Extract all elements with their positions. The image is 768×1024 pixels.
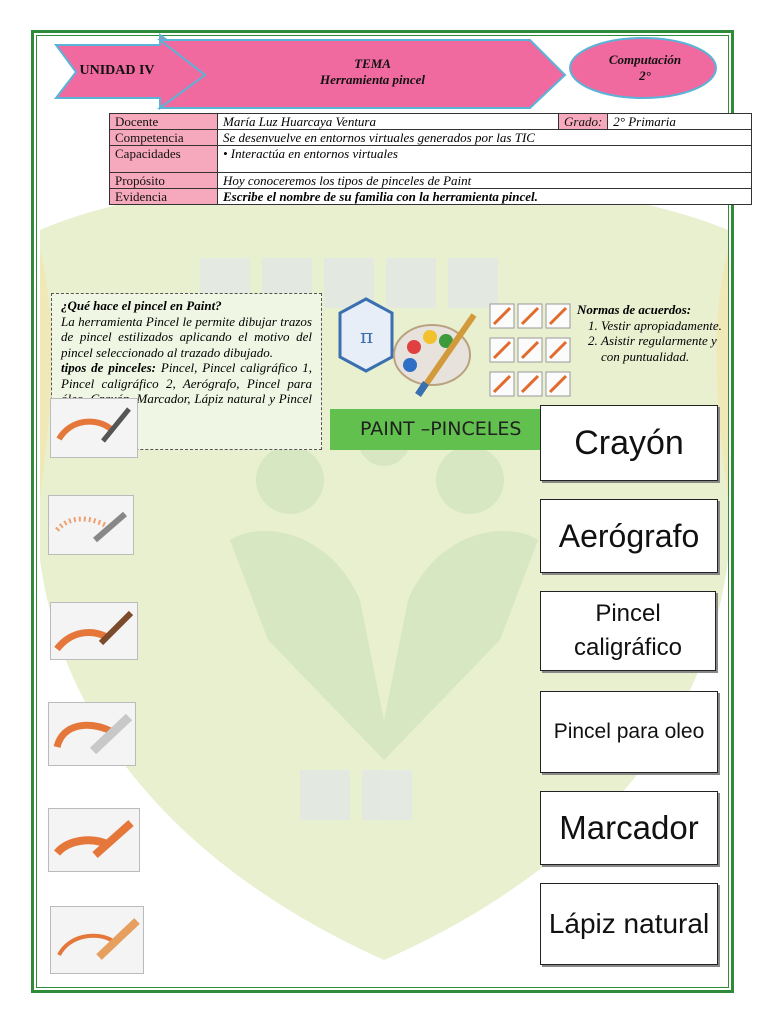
proposito-value: Hoy conoceremos los tipos de pinceles de Paint bbox=[218, 173, 752, 189]
card-pincel-oleo: Pincel para oleo bbox=[540, 691, 718, 773]
unit-label: UNIDAD IV bbox=[79, 63, 155, 78]
info-table bbox=[109, 113, 752, 205]
brush-tools-grid-icon bbox=[488, 300, 572, 400]
course-grade: 2° bbox=[639, 68, 651, 83]
card-lapiz-natural: Lápiz natural bbox=[540, 883, 718, 965]
paint-logo-icon bbox=[334, 295, 482, 407]
normas-title: Normas de acuerdos: bbox=[577, 302, 692, 317]
evidencia-label: Evidencia bbox=[110, 189, 218, 205]
capacidades-value: • Interactúa en entornos virtuales bbox=[218, 146, 752, 173]
marker-icon bbox=[48, 808, 140, 872]
competencia-label: Competencia bbox=[110, 130, 218, 146]
proposito-label: Propósito bbox=[110, 173, 218, 189]
docente-row bbox=[110, 114, 752, 130]
evidencia-row bbox=[110, 189, 752, 205]
card-pincel-caligrafico: Pincel caligráfico bbox=[540, 591, 716, 671]
card-crayon: Crayón bbox=[540, 405, 718, 481]
types-label: tipos de pinceles: bbox=[61, 360, 156, 375]
docente-value: María Luz Huarcaya Ventura bbox=[218, 114, 559, 130]
topic-heading bbox=[250, 56, 495, 88]
crayon-brush-icon bbox=[50, 398, 138, 458]
types-text: Pincel, Pincel caligráfico 1, Pincel caligráfico 2, Aerógrafo, Pincel para óleo, Crayón, Marcador, Lápiz natural y Pincel para acuarela. bbox=[61, 360, 312, 422]
proposito-row bbox=[110, 173, 752, 189]
topic-subtitle: Herramienta pincel bbox=[319, 72, 426, 87]
card-marcador: Marcador bbox=[540, 791, 718, 865]
grado-label: Grado: bbox=[559, 114, 608, 130]
card-aerografo: Aerógrafo bbox=[540, 499, 718, 573]
oil-brush-icon bbox=[48, 702, 136, 766]
grado-value: 2° Primaria bbox=[608, 114, 752, 130]
docente-label: Docente bbox=[110, 114, 218, 130]
question-body: La herramienta Pincel le permite dibujar trazos de pincel estilizados aplicando el motivo del pincel seleccionado al trazado dibujado. bbox=[61, 313, 312, 360]
course-name: Computación bbox=[608, 52, 682, 67]
norma-item: 1. Vestir apropiadamente. bbox=[601, 318, 729, 334]
course-badge bbox=[575, 52, 715, 84]
calligraphy-brush-icon bbox=[50, 602, 138, 660]
normas-list bbox=[577, 302, 729, 364]
competencia-value: Se desenvuelve en entornos virtuales generados por las TIC bbox=[218, 130, 752, 146]
competencia-row bbox=[110, 130, 752, 146]
natural-pencil-icon bbox=[50, 906, 144, 974]
capacidades-label: Capacidades bbox=[110, 146, 218, 173]
svg-text:π: π bbox=[360, 324, 374, 348]
airbrush-icon bbox=[48, 495, 134, 555]
evidencia-value: Escribe el nombre de su familia con la herramienta pincel. bbox=[218, 189, 752, 205]
topic-title: TEMA bbox=[354, 56, 391, 71]
question-title: ¿Qué hace el pincel en Paint? bbox=[61, 298, 222, 313]
capacidades-row bbox=[110, 146, 752, 173]
norma-item: 2. Asistir regularmente y con puntualidad. bbox=[601, 333, 729, 364]
paint-pinceles-banner: PAINT –PINCELES bbox=[330, 409, 540, 450]
